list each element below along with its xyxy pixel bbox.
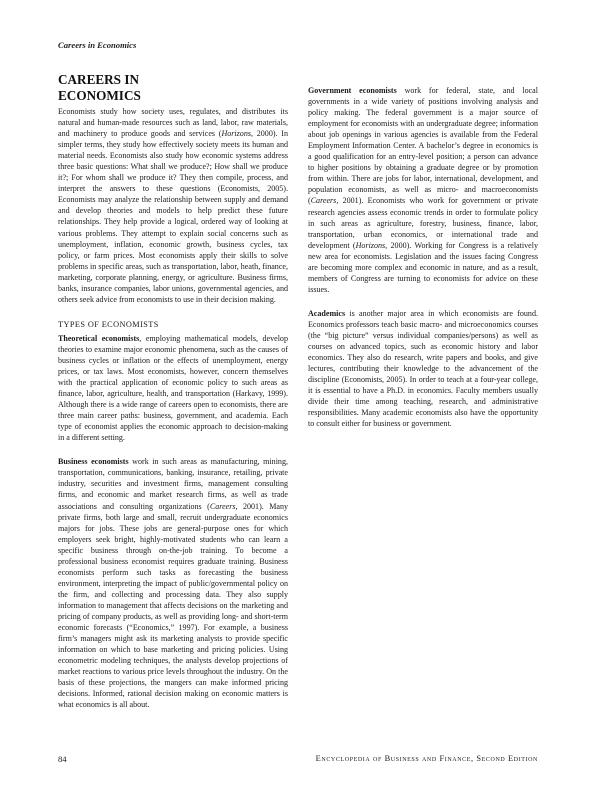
- page-number: 84: [58, 754, 67, 764]
- left-column: [58, 72, 288, 710]
- theoretical-text: , employing mathematical models, develop theories to examine major economic phenomena, such as the causes of business cycles or inflation or the effects of unemployment, energy prices, or tax laws. Most economists, however, concern themselves with the practical application of economic policy to such areas as finance, labor, agriculture, health, and transportation (Harkavy, 1999). Although there is a wide range of careers open to economists, there are three main career paths: business, government, and academia. Each type of economist applies the economic approach to decision-making in a different setting.: [58, 333, 288, 443]
- intro-text-2: , 2000). In simpler terms, they study how effectively society meets its human and material needs. Economists also study how economic systems address three basic questions: What shall we produce?; How shall we produce it?; For whom shall we produce it? They then compile, process, and interpret the answers to these questions (Economists, 2005). Economists may analyze the relationship between supply and demand and develop theories and models to help predict these future relationships. They help provide a logical, ordered way of looking at various problems. They attempt to explain social concerns such as unemployment, inflation, economic growth, business cycles, tax policy, or farm prices. Most economists apply their skills to solve problems in specific areas, such as transportation, labor, heath, finance, marketing, corporate planning, energy, or agriculture. Business firms, banks, insurance companies, labor unions, governmental agencies, and others seek advice from economists to use in their decision making.: [58, 129, 288, 304]
- article-title-line-1: CAREERS IN: [58, 72, 139, 87]
- academics-lead: Academics: [308, 308, 346, 318]
- article-title: [58, 72, 288, 104]
- right-column: [308, 72, 538, 429]
- types-heading: TYPES OF ECONOMISTS: [58, 319, 159, 329]
- government-text-1: work for federal, state, and local governments in a wide variety of positions involving analysis and policy making. The federal government is a major source of employment for economists with an undergraduate degree; information about job openings in various agencies is available from the Federal Employment Information Center. A bachelor’s degree in economics is a good qualification for an entry-level position; a person can advance to higher positions by obtaining a graduate degree or by promotion from within. There are jobs for labor, international, development, and population economists, as well as micro- and macroeconomists (: [308, 86, 538, 206]
- business-text-2: , 2001). Many private firms, both large and small, recruit undergraduate economics majors for jobs. These jobs are general-purpose ones for which employers seek bright, highly-motivated students who can learn a specific business through on-the-job training. To become a professional business economist requires graduate training. Business economists perform such tasks as forecasting the business environment, interpreting the impact of public/governmental policy on the firm, and collecting and processing data. They also supply information to management that affects decisions on the marketing and pricing of company products, as well as providing long- and short-term economic forecasts (“Economics,” 1997). For example, a business firm’s managers might ask its marketing analysts to provide specific information on which to base marketing and pricing policies. Using econometric modeling techniques, the analysts develop projections of market reactions to various price levels throughout the industry. On the basis of these projections, the mangers can make informed pricing decisions. Informed, rational decision making on economic matters is what economics is all about.: [58, 501, 289, 710]
- government-text-2: , 2001). Economists who work for government or private research agencies assess economic trends in order to formulate policy in such areas as agriculture, forestry, business, finance, labor, transportation, urban economics, or international trade and development (: [308, 196, 538, 250]
- business-paragraph: [58, 456, 288, 710]
- government-lead: Government economists: [308, 86, 397, 95]
- academics-text: is another major area in which economists are found. Economics professors teach basic macro- and microeconomics courses (the “big picture” versus individual companies/persons) as well as courses on advanced topics, such as economic history and labor economics. They also do research, write papers and books, and give lectures, contributing their knowledge to the advancement of the discipline (Economists, 2005). In order to teach at a four-year college, it is essential to have a Ph.D. in economics. Faculty members usually divide their time among teaching, research, and administrative responsibilities. Many academic economists also have the opportunity to consult either for business or government.: [308, 308, 538, 429]
- running-head: Careers in Economics: [58, 40, 137, 50]
- intro-text-1: Economists study how society uses, regulates, and distributes its natural and human-made resources such as land, labor, raw materials, and machinery to produce goods and services (: [58, 107, 288, 139]
- academics-paragraph: [308, 308, 538, 430]
- theoretical-paragraph: [58, 333, 288, 443]
- intro-citation: Horizons: [221, 129, 251, 139]
- article-title-line-2: ECONOMICS: [58, 88, 141, 103]
- government-text-3: , 2000). Working for Congress is a relatively new area for economists. Legislation and the issues facing Congress are becoming more complex and economic in nature, and as a result, members of Congress are turning to economists for advice on these issues.: [308, 240, 538, 294]
- government-citation-1: Careers: [310, 196, 337, 206]
- business-lead: Business economists: [58, 457, 129, 467]
- theoretical-lead: Theoretical economists: [58, 333, 140, 343]
- book-title: Encyclopedia of Business and Finance, Second Edition: [315, 754, 538, 763]
- government-paragraph: [308, 85, 538, 295]
- business-text-1: work in such areas as manufacturing, mining, transportation, communications, banking, insurance, retailing, private industry, securities and investment firms, management consulting firms, and economic and market research firms, as well as trade associations and consulting organizations (: [58, 457, 288, 511]
- intro-paragraph: [58, 106, 288, 305]
- business-citation: Careers: [209, 501, 236, 511]
- government-citation-2: Horizons: [355, 240, 386, 250]
